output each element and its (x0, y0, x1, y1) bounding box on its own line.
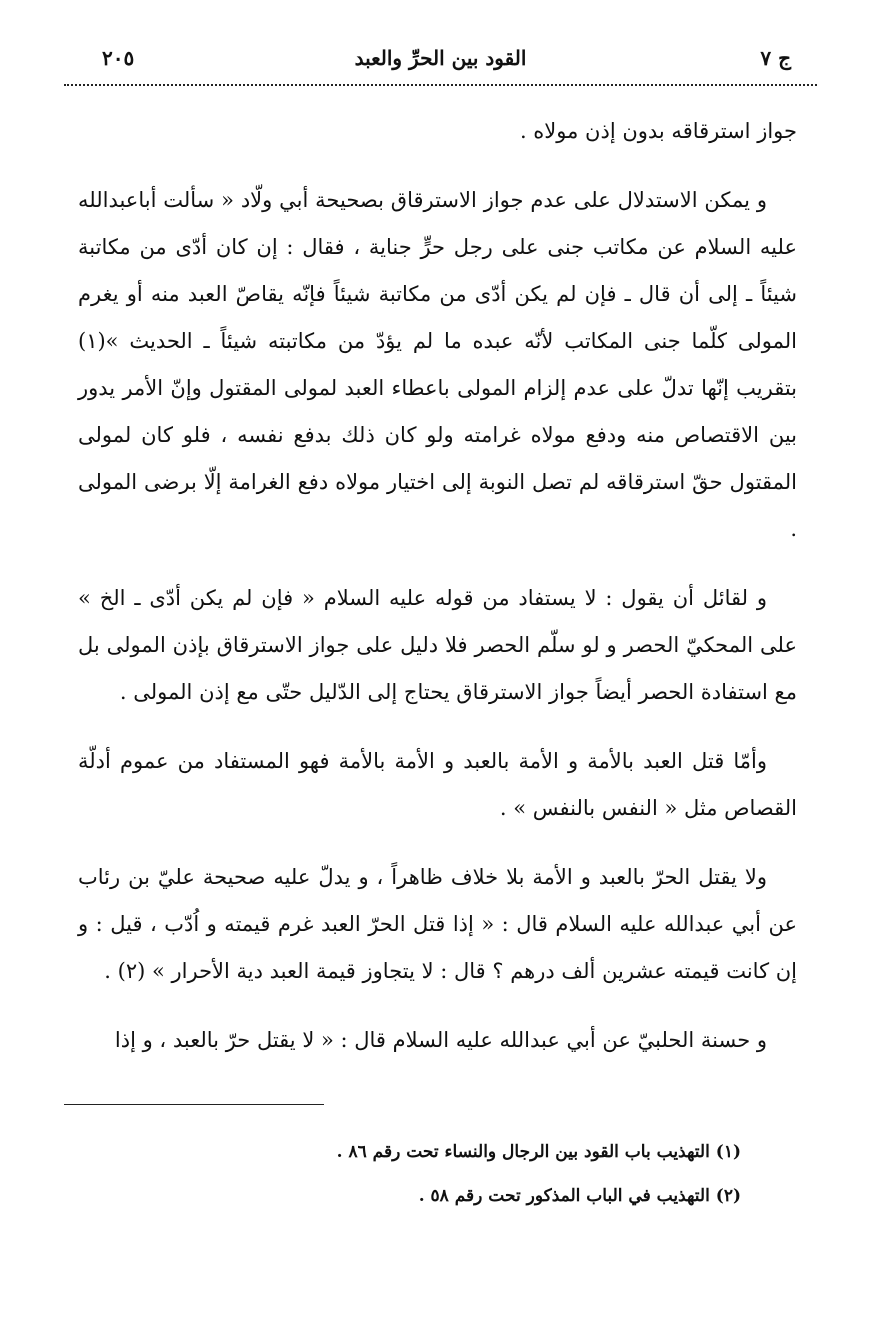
running-head (70, 40, 811, 80)
footnote-divider (64, 1104, 324, 1105)
running-title: القود بين الحرِّ والعبد (354, 46, 527, 70)
paragraph: و يمكن الاستدلال على عدم جواز الاسترقاق بصحيحة أبي ولّاد « سألت أباعبدالله عليه السلام عن مكاتب جنى على رجل حرٍّ جناية ، فقال : إن كان أدّى من مكاتبة شيئاً ـ إلى أن قال ـ فإن لم يكن أدّى من مكاتبة شيئاً فإنّه يقاصّ العبد منه أو يغرم المولى كلّما جنى المكاتب لأنّه عبده ما لم يؤدّ من مكاتبته شيئاً ـ الحديث »(١) بتقريب إنّها تدلّ على عدم إلزام المولى باعطاء العبد لمولى المقتول وإنّ الأمر يدور بين الاقتصاص منه ودفع مولاه غرامته ولو كان ذلك بدفع نفسه ، فلو كان لمولى المقتول حقّ استرقاقه لم تصل النوبة إلى اختيار مولاه دفع الغرامة إلّا برضى المولى . (78, 188, 797, 541)
footnote: (٢) التهذيب في الباب المذكور تحت رقم ٥٨ . (418, 1186, 741, 1206)
volume-number: ج ٧ (760, 46, 791, 70)
header-divider (64, 84, 817, 86)
paragraph: وأمّا قتل العبد بالأمة و الأمة بالعبد و الأمة بالأمة فهو المستفاد من عموم أدلّة القصاص مثل « النفس بالنفس » . (78, 749, 797, 820)
footnotes (100, 1130, 741, 1218)
paragraph: و لقائل أن يقول : لا يستفاد من قوله عليه السلام « فإن لم يكن أدّى ـ الخ » على المحكيّ الحصر و لو سلّم الحصر فلا دليل على جواز الاسترقاق بإذن المولى بل مع استفادة الحصر أيضاً جواز الاسترقاق يحتاج إلى الدّليل حتّى مع إذن المولى . (78, 586, 797, 704)
paragraph-continuation: جواز استرقاقه بدون إذن مولاه . (519, 119, 797, 143)
page-number: ٢٠٥ (102, 46, 135, 70)
paragraph: ولا يقتل الحرّ بالعبد و الأمة بلا خلاف ظاهراً ، و يدلّ عليه صحيحة عليّ بن رئاب عن أبي عبدالله عليه السلام قال : « إذا قتل الحرّ العبد غرم قيمته و اُدّب ، قيل : و إن كانت قيمته عشرين ألف درهم ؟ قال : لا يتجاوز قيمة العبد دية الأحرار » (٢) . (78, 865, 797, 983)
paragraph: و حسنة الحلبيّ عن أبي عبدالله عليه السلام قال : « لا يقتل حرّ بالعبد ، و إذا (114, 1028, 767, 1052)
footnote: (١) التهذيب باب القود بين الرجال والنساء تحت رقم ٨٦ . (336, 1142, 741, 1162)
body-text (78, 108, 797, 1086)
